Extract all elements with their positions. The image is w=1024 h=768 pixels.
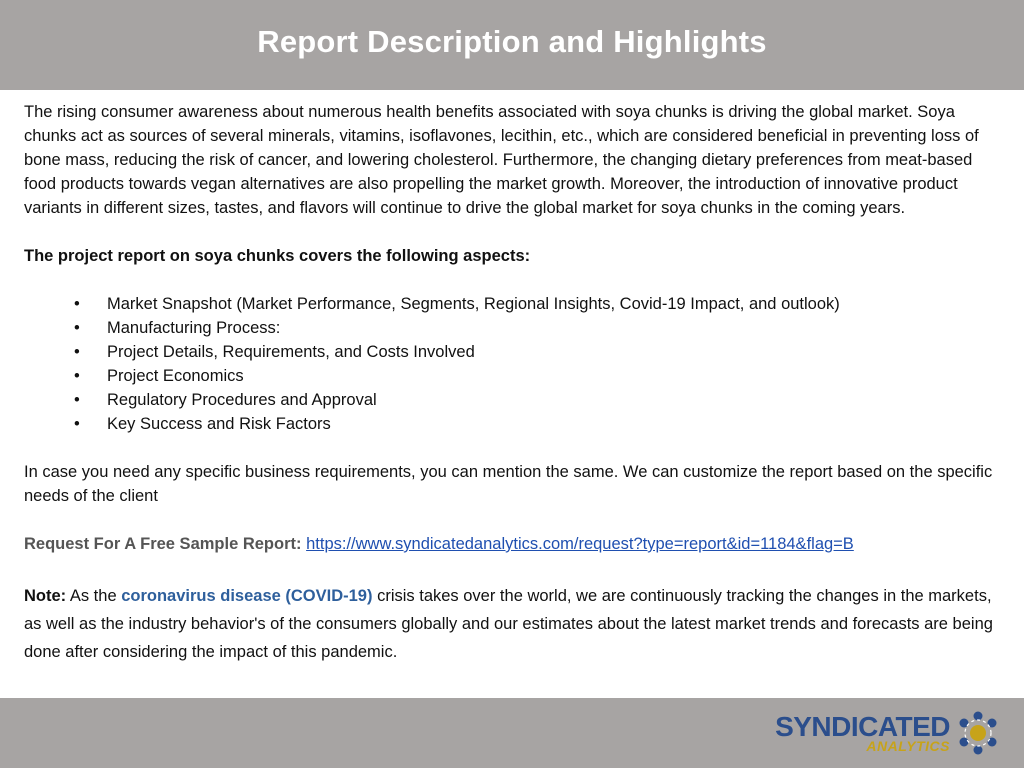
note-text-pre: As the [66, 587, 122, 605]
bullet-icon: • [74, 367, 80, 385]
list-item [24, 340, 1004, 364]
aspects-heading: The project report on soya chunks covers the following aspects: [24, 247, 531, 265]
company-logo [775, 704, 1000, 762]
page-title: Report Description and Highlights [257, 24, 767, 59]
list-item-text: Market Snapshot (Market Performance, Segments, Regional Insights, Covid-19 Impact, and outlook) [107, 295, 840, 313]
logo-wordmark [775, 713, 950, 753]
note-text-post: crisis takes over the world, we are continuously tracking the changes in the markets, as well as the industry behavior's of the consumers globally and our estimates about the latest market trends and forecasts are being done after considering the impact of this pandemic. [24, 587, 993, 661]
request-sample-label: Request For A Free Sample Report: [24, 535, 302, 553]
request-sample-row [24, 532, 1004, 556]
bullet-icon: • [74, 343, 80, 361]
bullet-icon: • [74, 415, 80, 433]
content-body [24, 100, 1004, 666]
covid-highlight: coronavirus disease (COVID-19) [121, 587, 373, 605]
list-item [24, 364, 1004, 388]
logo-main-text: SYNDICATED [775, 711, 950, 742]
list-item-text: Project Details, Requirements, and Costs Involved [107, 343, 475, 361]
note-label: Note: [24, 587, 67, 605]
customize-paragraph: In case you need any specific business requirements, you can mention the same. We can customize the report based on the specific needs of the client [24, 463, 993, 505]
covid-note [24, 582, 1004, 666]
logo-sub-text: ANALYTICS [866, 738, 950, 754]
bullet-icon: • [74, 391, 80, 409]
aspects-list [24, 292, 1004, 436]
list-item [24, 388, 1004, 412]
list-item [24, 412, 1004, 436]
request-sample-link[interactable]: https://www.syndicatedanalytics.com/request?type=report&id=1184&flag=B [306, 535, 854, 553]
list-item [24, 316, 1004, 340]
header-bar [0, 0, 1024, 90]
bullet-icon: • [74, 319, 80, 337]
logo-network-icon [956, 711, 1000, 755]
list-item-text: Key Success and Risk Factors [107, 415, 331, 433]
list-item-text: Regulatory Procedures and Approval [107, 391, 377, 409]
list-item-text: Project Economics [107, 367, 244, 385]
list-item-text: Manufacturing Process: [107, 319, 281, 337]
footer-bar [0, 698, 1024, 768]
list-item [24, 292, 1004, 316]
bullet-icon: • [74, 295, 80, 313]
intro-paragraph: The rising consumer awareness about numerous health benefits associated with soya chunks is driving the global market. Soya chunks act as sources of several minerals, vitamins, isoflavones, lecithin, etc., which are considered beneficial in preventing loss of bone mass, reducing the risk of cancer, and lowering cholesterol. Furthermore, the changing dietary preferences from meat-based food products towards vegan alternatives are also propelling the market growth. Moreover, the introduction of innovative product variants in different sizes, tastes, and flavors will continue to drive the global market for soya chunks in the coming years. [24, 103, 979, 217]
